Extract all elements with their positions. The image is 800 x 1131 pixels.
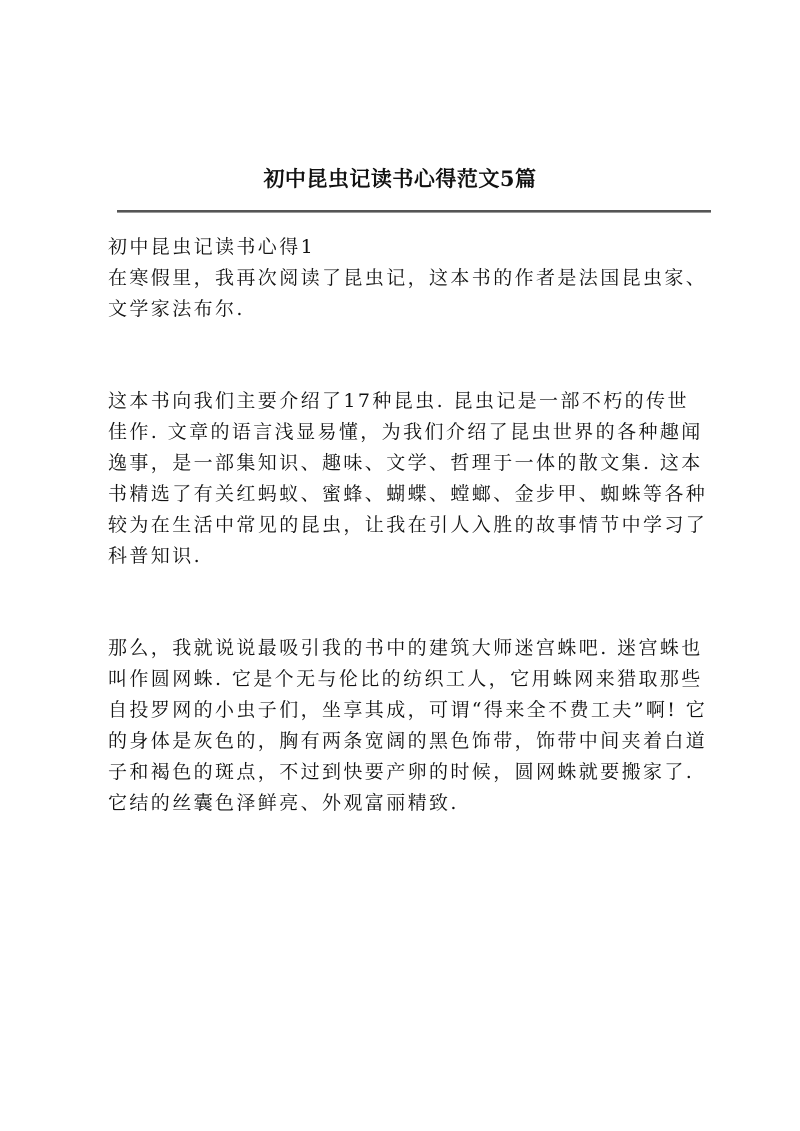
document-title: 初中昆虫记读书心得范文5篇: [263, 166, 537, 191]
paragraph-2: 这本书向我们主要介绍了17种昆虫. 昆虫记是一部不朽的传世佳作. 文章的语言浅显易懂，为我们介绍了昆虫世界的各种趣闻逸事，是一部集知识、趣味、文学、哲理于一体的散文集. 这本书精选了有关红蚂蚁、蜜蜂、蝴蝶、螳螂、金步甲、蜘蛛等各种较为在生活中常见的昆虫，让我在引人入胜的故事情节中学习了科普知识.: [108, 390, 708, 567]
paragraph-spacer: [108, 325, 708, 386]
title-divider: [117, 210, 711, 213]
paragraph-spacer: [108, 572, 708, 633]
document-body: [108, 232, 708, 819]
section-heading: 初中昆虫记读书心得1: [108, 236, 316, 258]
paragraph-1: 在寒假里，我再次阅读了昆虫记，这本书的作者是法国昆虫家、文学家法布尔.: [108, 267, 708, 320]
paragraph-3: 那么，我就说说最吸引我的书中的建筑大师迷宫蛛吧. 迷宫蛛也叫作圆网蛛. 它是个无与伦比的纺织工人，它用蛛网来猎取那些自投罗网的小虫子们，坐享其成，可谓“得来全不费工夫”啊! 它的身体是灰色的，胸有两条宽阔的黑色饰带，饰带中间夹着白道子和褐色的斑点，不过到快要产卵的时候，圆网蛛就要搬家了. 它结的丝囊色泽鲜亮、外观富丽精致.: [108, 637, 708, 814]
